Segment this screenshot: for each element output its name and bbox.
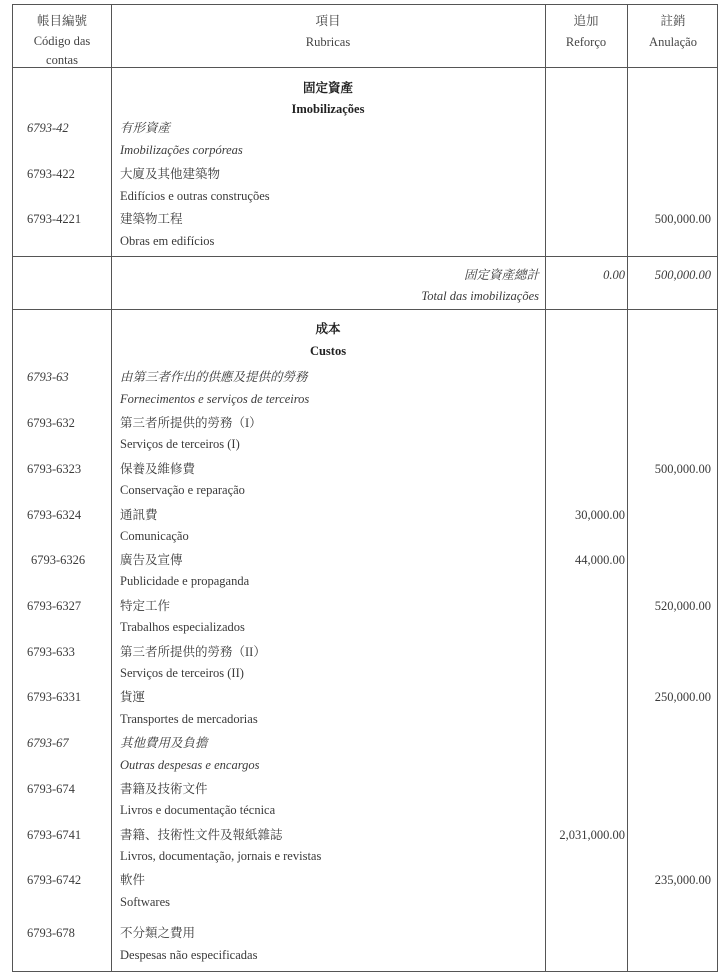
- section-divider: [13, 256, 717, 257]
- header-ref-pt: Reforço: [565, 35, 607, 49]
- total-reforco-value: 0.00: [603, 268, 625, 282]
- rubric-pt: Conservação e reparação: [120, 483, 245, 497]
- account-code: 6793-6741: [27, 828, 82, 842]
- rubric-pt: Softwares: [120, 895, 170, 909]
- header-item-pt: Rubricas: [305, 35, 351, 49]
- header-item-zh: 項目: [315, 14, 341, 28]
- rubric-pt: Transportes de mercadorias: [120, 712, 258, 726]
- account-code: 6793-674: [27, 782, 75, 796]
- account-code: 6793-6324: [27, 508, 82, 522]
- rubric-pt: Comunicação: [120, 529, 189, 543]
- anulacao-value: 500,000.00: [654, 462, 711, 476]
- rubric-pt: Edifícios e outras construções: [120, 189, 270, 203]
- rubric-zh: 特定工作: [120, 599, 171, 613]
- rubric-pt: Despesas não especificadas: [120, 948, 258, 962]
- rubric-pt: Livros, documentação, jornais e revistas: [120, 849, 322, 863]
- rubric-zh: 不分類之費用: [120, 926, 196, 940]
- account-code: 6793-422: [27, 167, 75, 181]
- column-divider: [111, 5, 112, 971]
- anulacao-value: 500,000.00: [654, 212, 711, 226]
- account-code: 6793-67: [27, 736, 69, 750]
- account-code: 6793-42: [27, 121, 69, 135]
- header-ref-zh: 追加: [573, 14, 599, 28]
- rubric-pt: Trabalhos especializados: [120, 620, 245, 634]
- rubric-zh: 書籍、技術性文件及報紙雜誌: [120, 828, 283, 842]
- account-code: 6793-6331: [27, 690, 82, 704]
- section-divider: [13, 309, 717, 310]
- section-title-zh: 成本: [315, 322, 341, 336]
- rubric-zh: 建築物工程: [120, 212, 183, 226]
- rubric-zh: 貨運: [120, 690, 146, 704]
- account-code: 6793-6323: [27, 462, 82, 476]
- rubric-pt: Obras em edifícios: [120, 234, 215, 248]
- account-code: 6793-6327: [27, 599, 82, 613]
- rubric-pt: Serviços de terceiros (II): [120, 666, 244, 680]
- header-anu-pt: Anulação: [649, 35, 697, 49]
- rubric-pt: Imobilizações corpóreas: [120, 143, 243, 157]
- header-code-pt: Código das contas: [33, 34, 91, 67]
- account-code: 6793-678: [27, 926, 75, 940]
- rubric-zh: 書籍及技術文件: [120, 782, 208, 796]
- header-divider: [13, 67, 717, 68]
- reforco-value: 30,000.00: [575, 508, 625, 522]
- section-title-pt: Imobilizações: [291, 102, 365, 116]
- rubric-zh: 有形資產: [120, 121, 171, 135]
- rubric-zh: 第三者所提供的勞務（I）: [120, 416, 262, 430]
- header-code-zh: 帳目編號: [36, 14, 87, 28]
- section-title-pt: Custos: [309, 344, 347, 358]
- header-anulacao: [627, 11, 719, 53]
- account-code: 6793-6326: [31, 553, 86, 567]
- header-item: [111, 11, 545, 53]
- rubric-zh: 廣告及宣傳: [120, 553, 183, 567]
- rubric-zh: 保養及維修費: [120, 462, 196, 476]
- rubric-zh: 大廈及其他建築物: [120, 167, 221, 181]
- anulacao-value: 520,000.00: [654, 599, 711, 613]
- rubric-zh: 軟件: [120, 873, 146, 887]
- header-code: [13, 11, 111, 70]
- header-reforco: [545, 11, 627, 53]
- rubric-zh: 由第三者作出的供應及提供的勞務: [120, 370, 308, 384]
- rubric-pt: Serviços de terceiros (I): [120, 437, 240, 451]
- total-label-zh: 固定資產總計: [463, 268, 539, 282]
- anulacao-value: 235,000.00: [654, 873, 711, 887]
- rubric-pt: Fornecimentos e serviços de terceiros: [120, 392, 310, 406]
- anulacao-value: 250,000.00: [654, 690, 711, 704]
- reforco-value: 44,000.00: [575, 553, 625, 567]
- account-code: 6793-4221: [27, 212, 82, 226]
- account-code: 6793-63: [27, 370, 69, 384]
- reforco-value: 2,031,000.00: [559, 828, 625, 842]
- rubric-pt: Outras despesas e encargos: [120, 758, 260, 772]
- rubric-pt: Publicidade e propaganda: [120, 574, 250, 588]
- account-code: 6793-6742: [27, 873, 82, 887]
- rubric-pt: Livros e documentação técnica: [120, 803, 276, 817]
- account-code: 6793-632: [27, 416, 75, 430]
- column-divider: [627, 5, 628, 971]
- total-label-pt: Total das imobilizações: [421, 289, 539, 303]
- rubric-zh: 其他費用及負擔: [120, 736, 208, 750]
- rubric-zh: 第三者所提供的勞務（II）: [120, 645, 266, 659]
- total-anulacao-value: 500,000.00: [654, 268, 711, 282]
- rubric-zh: 通訊費: [120, 508, 158, 522]
- account-code: 6793-633: [27, 645, 75, 659]
- budget-table: [12, 4, 718, 972]
- section-title-zh: 固定資產: [302, 81, 353, 95]
- header-anu-zh: 註銷: [660, 14, 686, 28]
